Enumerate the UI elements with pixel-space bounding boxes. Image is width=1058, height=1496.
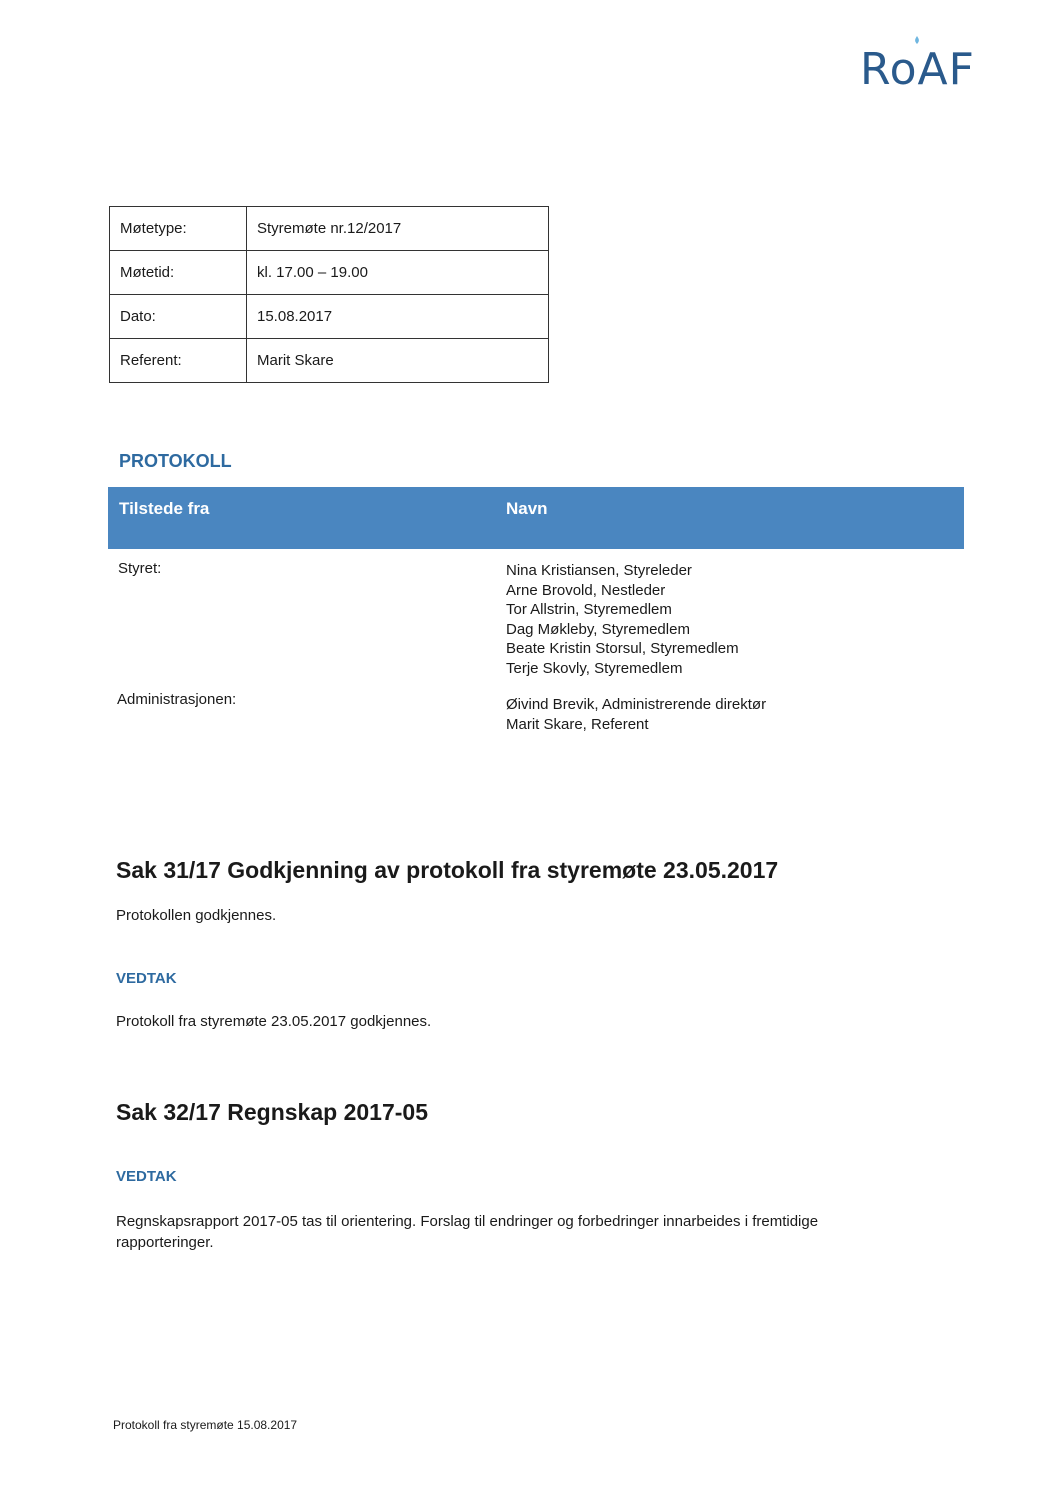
sak31-vedtak-label: VEDTAK bbox=[116, 970, 177, 987]
sak32-vedtak-label: VEDTAK bbox=[116, 1168, 177, 1185]
meta-row-date bbox=[110, 295, 549, 339]
group-label-admin: Administrasjonen: bbox=[117, 691, 237, 708]
attendee: Marit Skare, Referent bbox=[506, 715, 649, 733]
sak32-vedtak-text bbox=[116, 1211, 936, 1253]
meta-value: Styremøte nr.12/2017 bbox=[247, 207, 549, 251]
meta-value: 15.08.2017 bbox=[247, 295, 549, 339]
logo-drop-icon bbox=[914, 36, 920, 44]
attendee: Arne Brovold, Nestleder bbox=[506, 581, 666, 599]
attendee: Tor Allstrin, Styremedlem bbox=[506, 601, 672, 618]
attendee: Beate Kristin Storsul, Styremedlem bbox=[506, 640, 739, 657]
admin-names bbox=[506, 695, 766, 734]
board-names bbox=[506, 561, 739, 678]
logo-text: RoAF bbox=[860, 44, 975, 95]
roaf-logo bbox=[860, 44, 975, 95]
page-footer: Protokoll fra styremøte 15.08.2017 bbox=[113, 1418, 298, 1432]
attendee: Nina Kristiansen, Styreleder bbox=[506, 562, 692, 579]
sak31-vedtak-text: Protokoll fra styremøte 23.05.2017 godkjennes. bbox=[116, 1013, 432, 1030]
meta-key: Referent: bbox=[110, 339, 247, 383]
header-name: Navn bbox=[506, 499, 548, 518]
meta-key: Møtetype: bbox=[110, 207, 247, 251]
meta-key: Møtetid: bbox=[110, 251, 247, 295]
attendee: Terje Skovly, Styremedlem bbox=[506, 659, 683, 677]
protokoll-title: PROTOKOLL bbox=[119, 451, 232, 471]
meta-row-time bbox=[110, 251, 549, 295]
attendee: Øivind Brevik, Administrerende direktør bbox=[506, 696, 767, 713]
attendance-header bbox=[108, 487, 964, 549]
meta-value: kl. 17.00 – 19.00 bbox=[247, 251, 549, 295]
vedtak-line: rapporteringer. bbox=[116, 1234, 214, 1251]
group-label-board: Styret: bbox=[118, 560, 162, 577]
sak31-text: Protokollen godkjennes. bbox=[116, 907, 277, 924]
attendee: Dag Møkleby, Styremedlem bbox=[506, 620, 690, 638]
sak32-heading: Sak 32/17 Regnskap 2017-05 bbox=[116, 1099, 428, 1125]
meta-row-referent bbox=[110, 339, 549, 383]
meta-value: Marit Skare bbox=[247, 339, 549, 383]
meta-key: Dato: bbox=[110, 295, 247, 339]
sak31-heading: Sak 31/17 Godkjenning av protokoll fra styremøte 23.05.2017 bbox=[116, 857, 779, 883]
meeting-info-table bbox=[109, 206, 549, 383]
vedtak-line: Regnskapsrapport 2017-05 tas til orientering. Forslag til endringer og forbedringer innarbeides i fremtidige bbox=[116, 1213, 819, 1230]
meta-row-type bbox=[110, 207, 549, 251]
header-present-from: Tilstede fra bbox=[119, 499, 210, 518]
